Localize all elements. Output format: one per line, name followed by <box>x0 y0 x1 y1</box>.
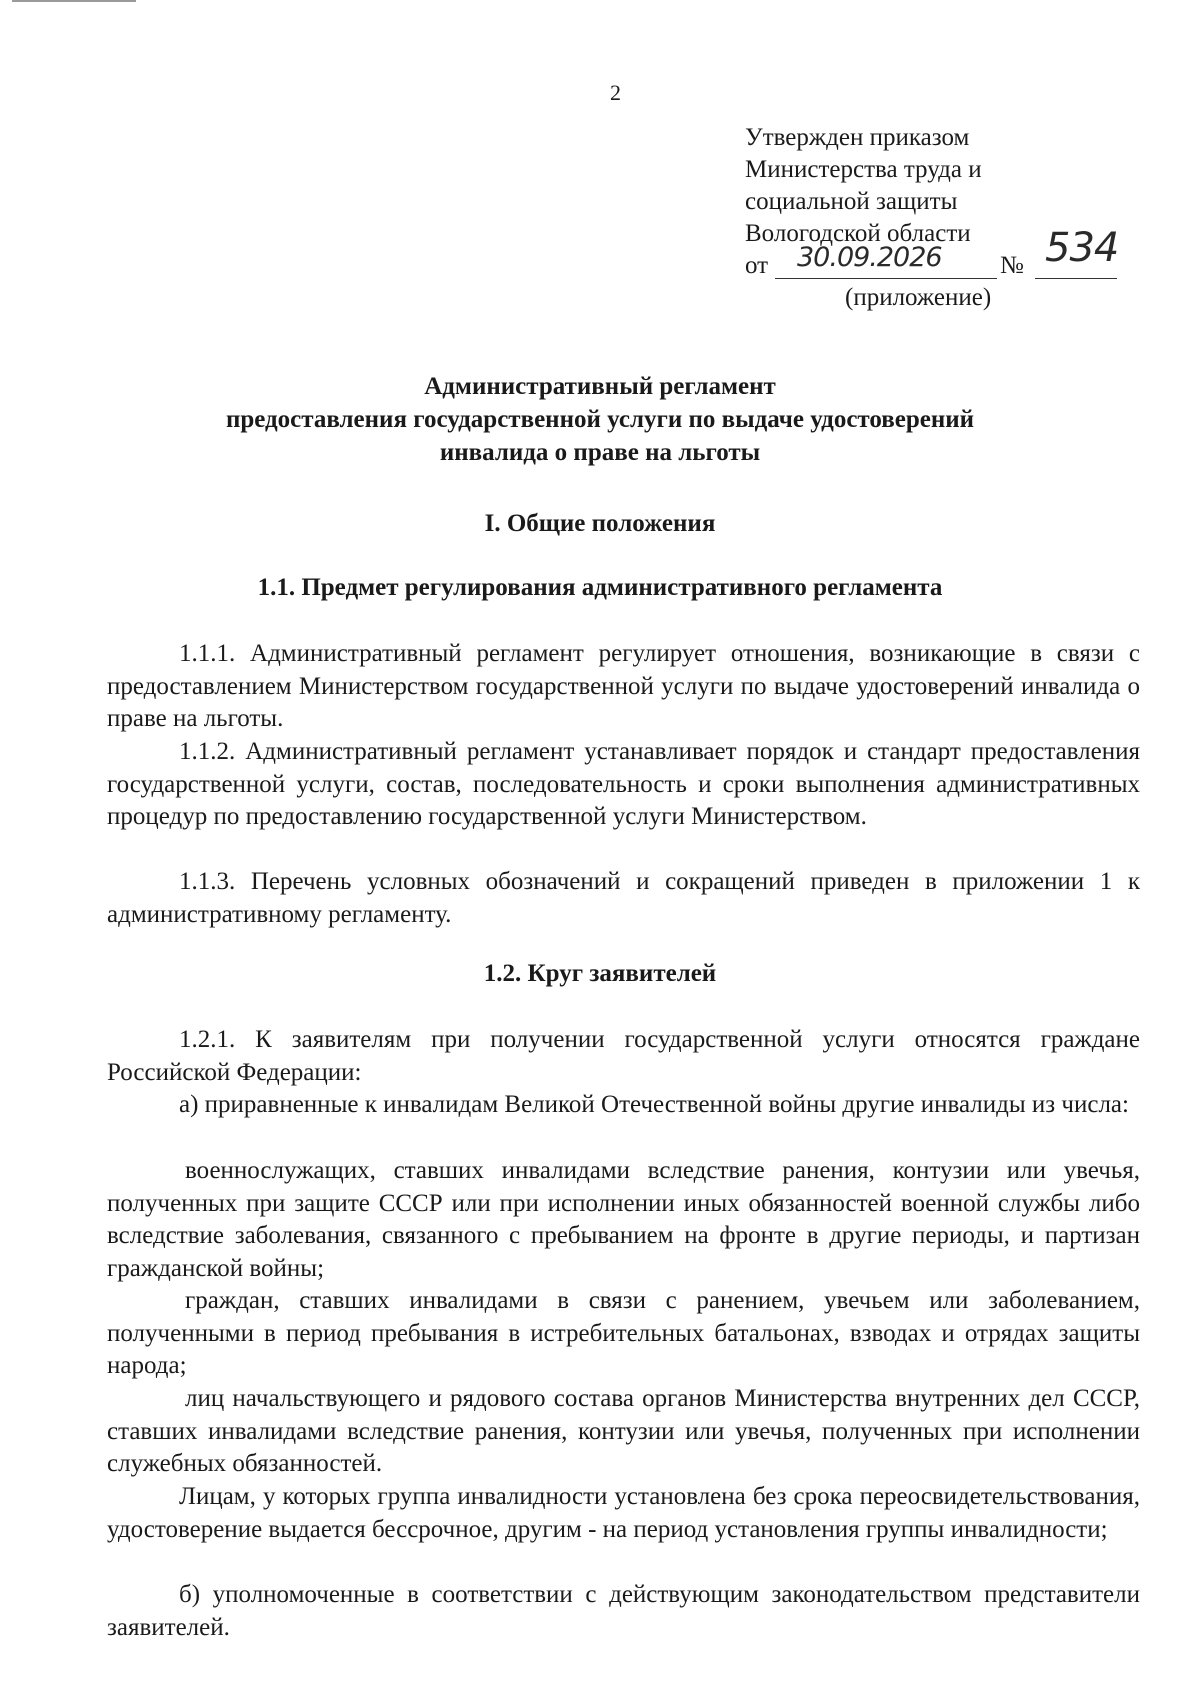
approval-line-3: социальной защиты <box>745 188 958 215</box>
paragraph-certificate-term: Лицам, у которых группа инвалидности установлена без срока переосвидетельствования, удостоверение выдается бессрочное, другим - на период установления группы инвалидности; <box>107 1483 1140 1543</box>
title-line-2: предоставления государственной услуги по выдаче удостоверений <box>225 406 975 433</box>
subsection-1-1-heading: 1.1. Предмет регулирования административного регламента <box>257 574 943 601</box>
title-line-3: инвалида о праве на льготы <box>439 439 761 466</box>
paragraph-1-1-3: 1.1.3. Перечень условных обозначений и сокращений приведен в приложении 1 к административному регламенту. <box>107 868 1140 928</box>
paragraph-a-citizens: граждан, ставших инвалидами в связи с ранением, увечьем или заболеванием, полученными в период пребывания в истребительных батальонах, взводах и отрядах защиты народа; <box>107 1287 1140 1380</box>
subsection-1-2-heading: 1.2. Круг заявителей <box>483 960 717 987</box>
approval-line-1: Утвержден приказом <box>745 124 970 151</box>
number-underline <box>1035 278 1117 279</box>
approval-line-2: Министерства труда и <box>745 156 982 183</box>
document-title <box>0 370 1200 469</box>
paragraph-a-mvd-staff: лиц начальствующего и рядового состава органов Министерства внутренних дел СССР, ставших инвалидами вследствие ранения, контузии или увечья, полученных при исполнении служебных обязанностей. <box>107 1385 1140 1478</box>
page-number: 2 <box>610 80 621 105</box>
paragraph-1-2-1: 1.2.1. К заявителям при получении государственной услуги относятся граждане Российской Федерации: <box>107 1026 1140 1086</box>
paragraph-1-1-2: 1.1.2. Административный регламент устанавливает порядок и стандарт предоставления государственной услуги, состав, последовательность и сроки выполнения административных процедур по предоставлению государственной услуги Министерством. <box>107 738 1140 831</box>
approval-appendix-note: (приложение) <box>845 284 992 311</box>
number-label: № <box>1000 252 1024 279</box>
section-1-heading: I. Общие положения <box>484 510 716 537</box>
scan-edge-mark <box>12 0 136 2</box>
title-line-1: Административный регламент <box>424 373 776 400</box>
date-underline <box>775 278 997 279</box>
paragraph-b: б) уполномоченные в соответствии с действующим законодательством представители заявителей. <box>107 1581 1140 1641</box>
handwritten-number: 534 <box>1045 225 1119 271</box>
approval-line-4: Вологодской области <box>745 220 971 247</box>
handwritten-date: 30.09.2026 <box>797 242 942 273</box>
paragraph-a: а) приравненные к инвалидам Великой Отечественной войны другие инвалиды из числа: <box>179 1091 1129 1118</box>
paragraph-1-1-1: 1.1.1. Административный регламент регулирует отношения, возникающие в связи с предоставлением Министерством государственной услуги по выдаче удостоверений инвалида о праве на льготы. <box>107 640 1140 733</box>
approval-stamp-block <box>745 122 1119 314</box>
from-label: от <box>745 252 769 279</box>
paragraph-a-servicemen: военнослужащих, ставших инвалидами вследствие ранения, контузии или увечья, полученных при защите СССР или при исполнении иных обязанностей военной службы либо вследствие заболевания, связанного с пребыванием на фронте в другие периоды, и партизан гражданской войны; <box>107 1157 1140 1282</box>
